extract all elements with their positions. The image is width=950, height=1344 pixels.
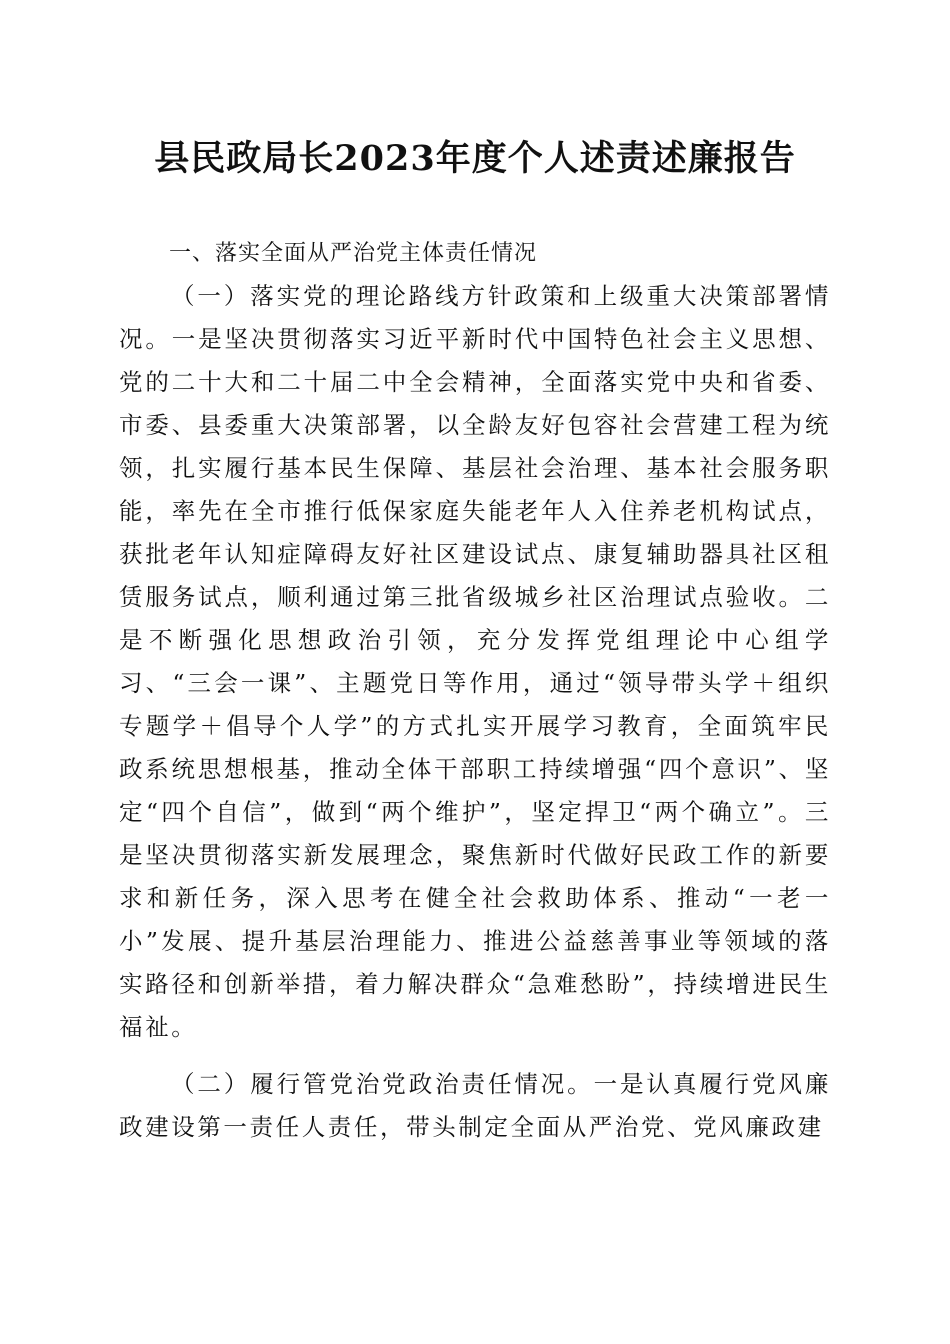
document-title: 县民政局长2023年度个人述责述廉报告 [154, 138, 796, 179]
paragraph: （二）履行管党治党政治责任情况。一是认真履行党风廉政建设第一责任人责任，带头制定全面从严治党、党风廉政建 [119, 1070, 831, 1141]
section-heading: 一、落实全面从严治党主体责任情况 [169, 241, 538, 266]
paragraph: （一）落实党的理论路线方针政策和上级重大决策部署情况。一是坚决贯彻落实习近平新时代中国特色社会主义思想、党的二十大和二十届二中全会精神，全面落实党中央和省委、市委、县委重大决策部署，以全龄友好包容社会营建工程为统领，扎实履行基本民生保障、基层社会治理、基本社会服务职能，率先在全市推行低保家庭失能老年人入住养老机构试点，获批老年认知症障碍友好社区建设试点、康复辅助器具社区租赁服务试点，顺利通过第三批省级城乡社区治理试点验收。二是不断强化思想政治引领，充分发挥党组理论中心组学习、“三会一课”、主题党日等作用，通过“领导带头学＋组织专题学＋倡导个人学”的方式扎实开展学习教育，全面筑牢民政系统思想根基，推动全体干部职工持续增强“四个意识”、坚定“四个自信”，做到“两个维护”，坚定捍卫“两个确立”。三是坚决贯彻落实新发展理念，聚焦新时代做好民政工作的新要求和新任务，深入思考在健全社会救助体系、推动“一老一小”发展、提升基层治理能力、推进公益慈善事业等领域的落实路径和创新举措，着力解决群众“急难愁盼”，持续增进民生福祉。 [119, 282, 831, 1041]
document-body [119, 232, 831, 1149]
